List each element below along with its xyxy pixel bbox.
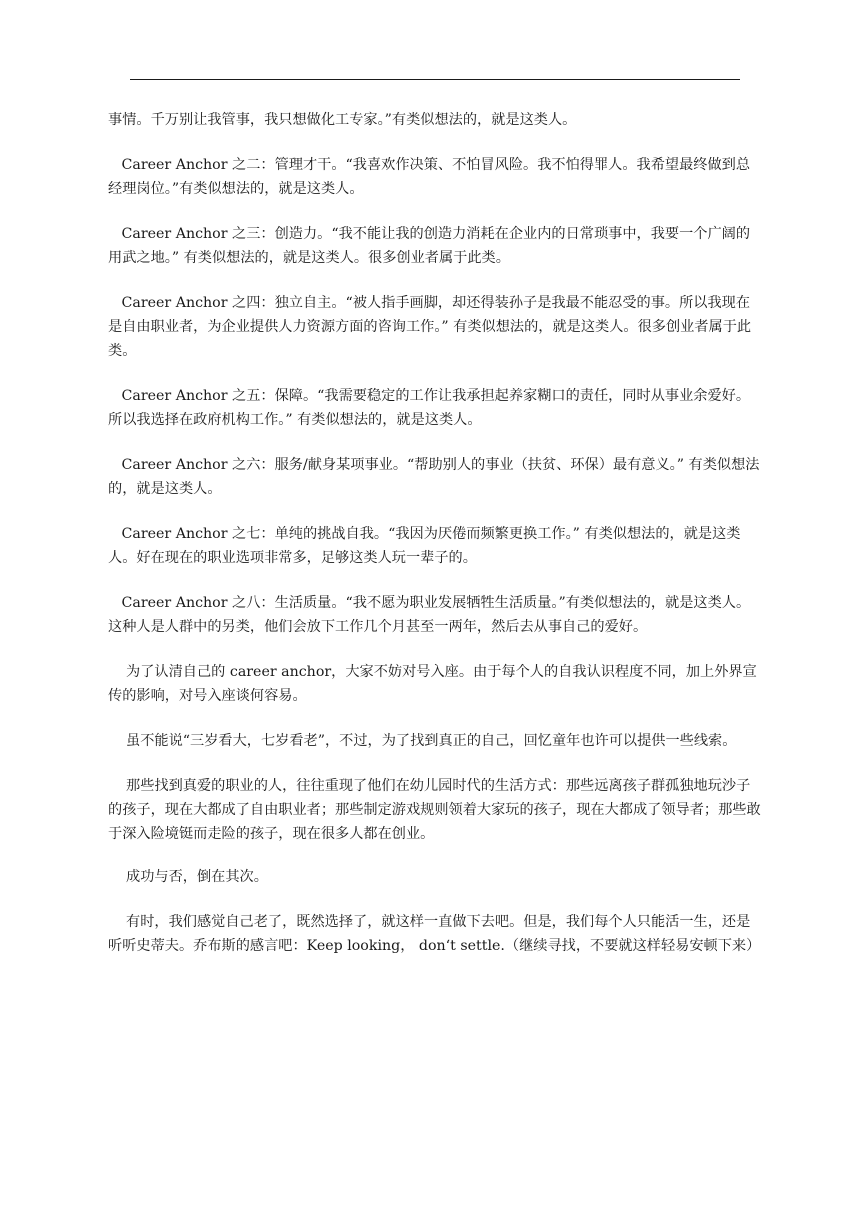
paragraph-intro-continuation: 事情。千万别让我管事，我只想做化工专家。”有类似想法的，就是这类人。 [108,112,577,128]
document-body [108,108,763,958]
paragraph-anchor-8: Career Anchor 之八：生活质量。“我不愿为职业发展牺牲生活质量。”有类似想法的，就是这类人。这种人是人群中的另类，他们会放下工作几个月甚至一两年，然后去从事自己的爱好。 [108,595,751,635]
paragraph-anchor-5: Career Anchor 之五：保障。“我需要稳定的工作让我承担起养家糊口的责任，同时从事业余爱好。所以我选择在政府机构工作。” 有类似想法的，就是这类人。 [108,388,751,428]
paragraph-conclusion: 有时，我们感觉自己老了，既然选择了，就这样一直做下去吧。但是，我们每个人只能活一生，还是听听史蒂夫。乔布斯的感言吧：Keep looking， don‘t settle.（继续寻找，不要就这样轻易安顿下来） [108,914,761,954]
paragraph-anchor-7: Career Anchor 之七：单纯的挑战自我。“我因为厌倦而频繁更换工作。” 有类似想法的，就是这类人。好在现在的职业选项非常多，足够这类人玩一辈子的。 [108,526,741,566]
paragraph-anchor-3: Career Anchor 之三：创造力。“我不能让我的创造力消耗在企业内的日常琐事中，我要一个广阔的用武之地。” 有类似想法的，就是这类人。很多创业者属于此类。 [108,226,751,266]
paragraph-childhood-clue: 虽不能说“三岁看大，七岁看老”，不过，为了找到真正的自己，回忆童年也许可以提供一些线索。 [108,733,737,749]
paragraph-anchor-4: Career Anchor 之四：独立自主。“被人指手画脚，却还得装孙子是我最不能忍受的事。所以我现在是自由职业者，为企业提供人力资源方面的咨询工作。” 有类似想法的，就是这类人。很多创业者属于此类。 [108,295,752,359]
paragraph-anchor-6: Career Anchor 之六：服务/献身某项事业。“帮助别人的事业（扶贫、环保）最有意义。” 有类似想法的，就是这类人。 [108,457,760,497]
paragraph-self-assessment: 为了认清自己的 career anchor，大家不妨对号入座。由于每个人的自我认识程度不同，加上外界宣传的影响，对号入座谈何容易。 [108,664,757,704]
paragraph-anchor-2: Career Anchor 之二：管理才干。“我喜欢作决策、不怕冒风险。我不怕得罪人。我希望最终做到总经理岗位。”有类似想法的，就是这类人。 [108,157,751,197]
header-rule [130,79,740,80]
paragraph-kindergarten: 那些找到真爱的职业的人，往往重现了他们在幼儿园时代的生活方式：那些远离孩子群孤独地玩沙子的孩子，现在大都成了自由职业者；那些制定游戏规则领着大家玩的孩子，现在大都成了领导者；那些敢于深入险境铤而走险的孩子，现在很多人都在创业。 [108,778,761,842]
paragraph-success: 成功与否，倒在其次。 [108,869,268,885]
